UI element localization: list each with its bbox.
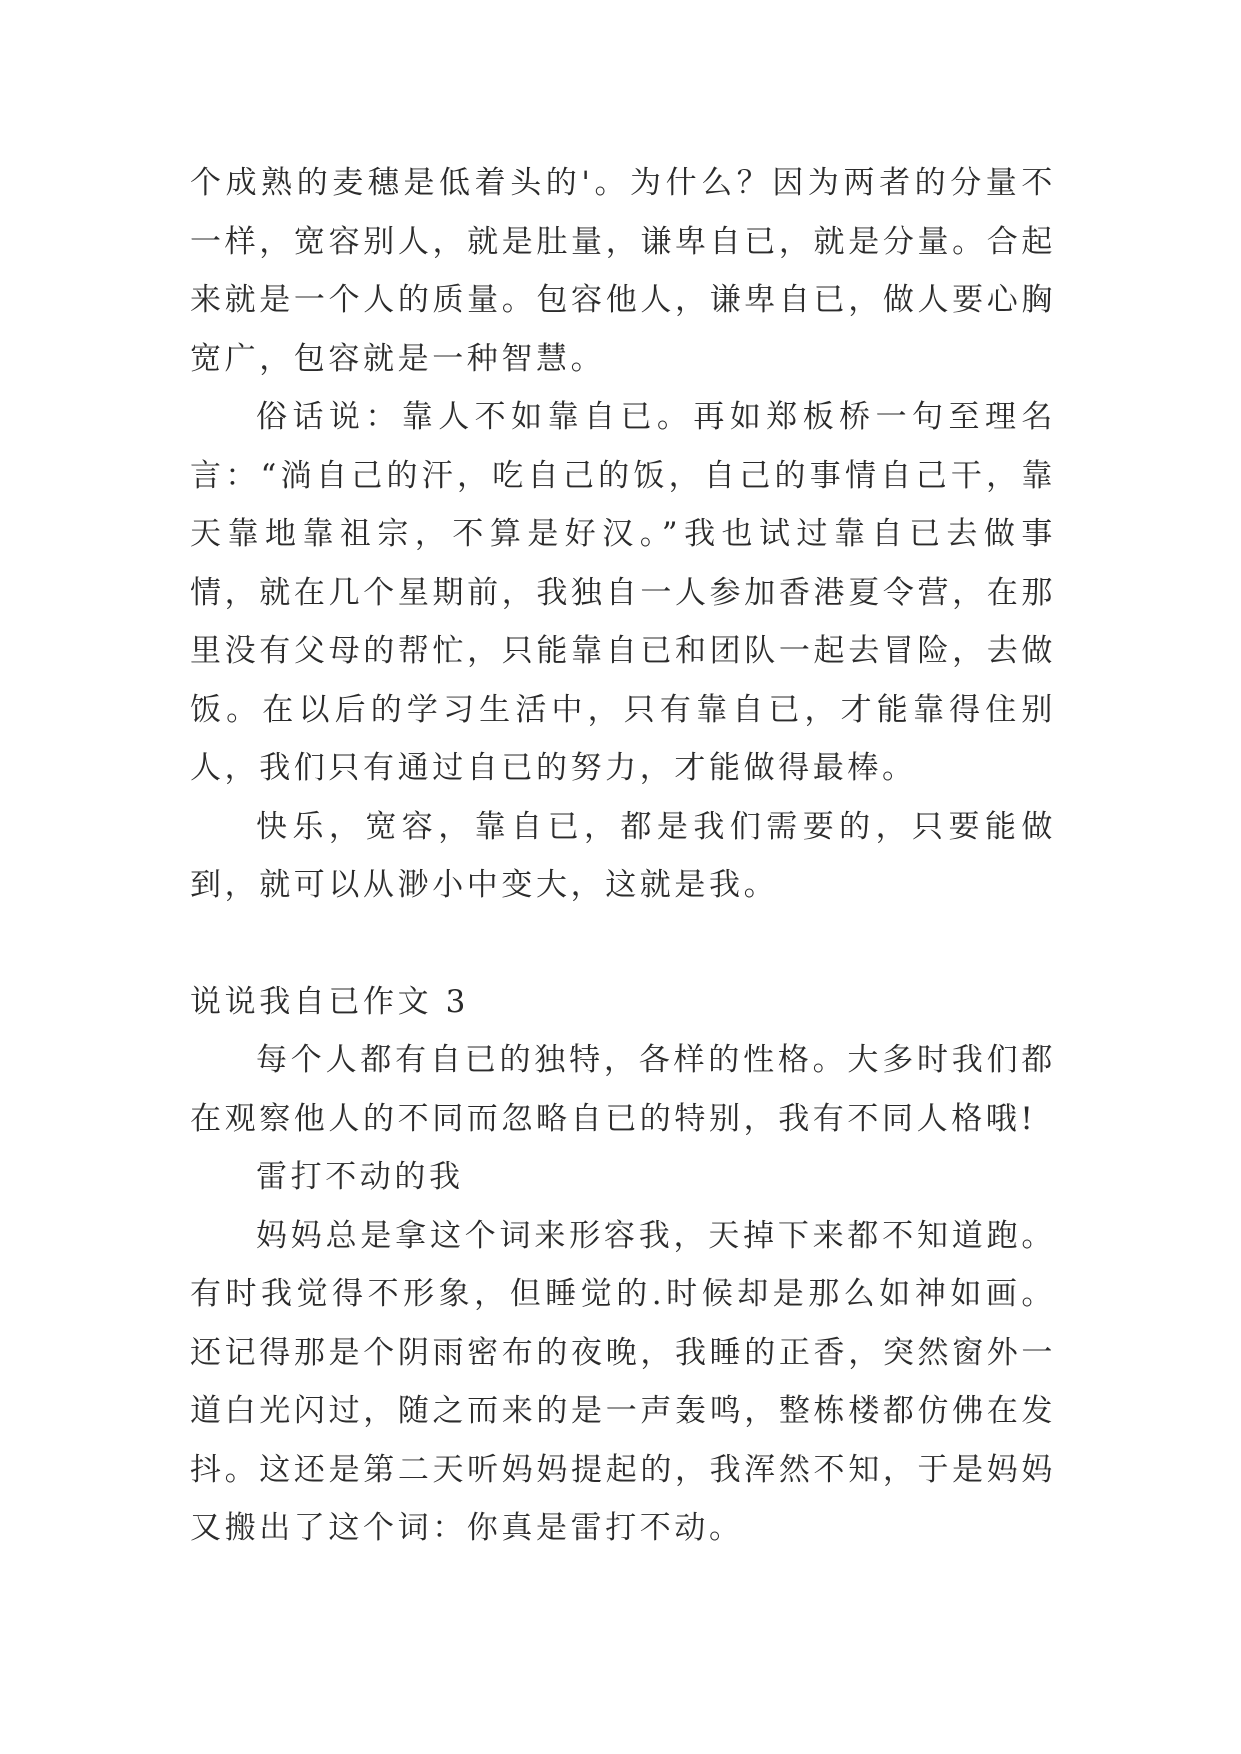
document-body [190,154,1056,1558]
paragraph-continued: 个成熟的麦穗是低着头的'。为什么？因为两者的分量不一样，宽容别人，就是肚量，谦卑自已，就是分量。合起来就是一个人的质量。包容他人，谦卑自已，做人要心胸宽广，包容就是一种智慧。 [190,165,1056,377]
paragraph-intro: 每个人都有自已的独特，各样的性格。大多时我们都在观察他人的不同而忽略自已的特别，我有不同人格哦! [190,1042,1056,1137]
section-title: 说说我自已作文 3 [190,983,469,1020]
section-spacer [190,915,1056,973]
subheading: 雷打不动的我 [256,1159,464,1195]
paragraph-story: 妈妈总是拿这个词来形容我，天掉下来都不知道跑。有时我觉得不形象，但睡觉的.时候却是那么如神如画。还记得那是个阴雨密布的夜晚，我睡的正香，突然窗外一道白光闪过，随之而来的是一声轰鸣，整栋楼都仿佛在发抖。这还是第二天听妈妈提起的，我浑然不知，于是妈妈又搬出了这个词：你真是雷打不动。 [190,1217,1056,1546]
paragraph-rely-on-self: 俗话说：靠人不如靠自已。再如郑板桥一句至理名言：“淌自己的汗，吃自己的饭，自己的事情自己干，靠天靠地靠祖宗，不算是好汉。”我也试过靠自已去做事情，就在几个星期前，我独自一人参加香港夏令营，在那里没有父母的帮忙，只能靠自已和团队一起去冒险，去做饭。在以后的学习生活中，只有靠自已，才能靠得住别人，我们只有通过自已的努力，才能做得最棒。 [190,399,1056,786]
paragraph-summary: 快乐，宽容，靠自已，都是我们需要的，只要能做到，就可以从渺小中变大，这就是我。 [190,808,1056,903]
